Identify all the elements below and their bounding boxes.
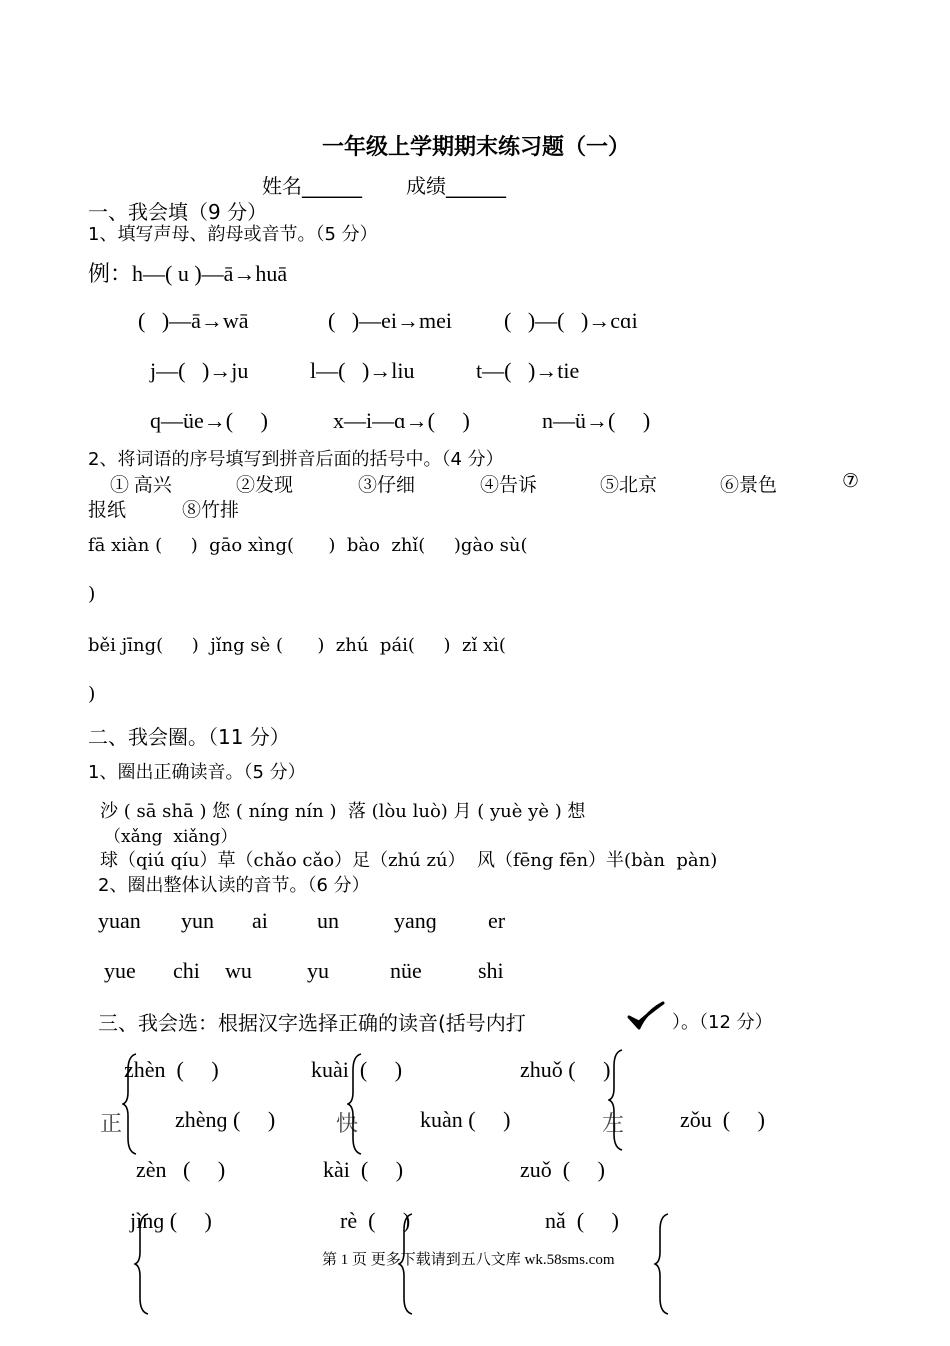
section2-q2-prompt: 2、圈出整体认读的音节。（6 分） [98, 875, 370, 896]
syllable: er [488, 908, 506, 933]
reading-option: zhèn ( ) [124, 1057, 219, 1082]
syllable: yuan [98, 908, 141, 933]
word-1: ① 高兴 [110, 475, 172, 496]
brace-icon [347, 1052, 363, 1156]
reading-option: kài ( ) [323, 1157, 404, 1182]
fill-row2-item2: l—( )→liu [310, 358, 415, 383]
pinyin-match-line1: fā xiàn ( ) gāo xìng( ) bào zhǐ( )gào sù( [88, 535, 528, 556]
brace-icon [608, 1048, 624, 1152]
name-field: 姓名______ [262, 174, 362, 198]
syllable: yun [181, 908, 214, 933]
circle-line2: （xǎng xiǎng） [104, 827, 238, 847]
syllable: yue [104, 958, 136, 983]
reading-option: zuǒ ( ) [520, 1157, 605, 1182]
syllable: un [317, 908, 339, 933]
brace-icon [654, 1212, 670, 1316]
syllable: yu [307, 958, 329, 983]
word-5: ⑤北京 [600, 475, 658, 496]
group-character: 左 [602, 1111, 625, 1136]
section3-heading: 三、我会选：根据汉字选择正确的读音(括号内打 [98, 1011, 526, 1035]
word-3: ③仔细 [358, 475, 416, 496]
circle-line3: 球（qiú qíu）草（chǎo cǎo）足（zhú zú） 风（fēng fēn）半(bàn pàn) [100, 850, 718, 871]
page-footer: 第 1 页 更多下载请到五八文库 wk.58sms.com [322, 1252, 615, 1268]
fill-row3-item3: n—ü→( ) [542, 408, 651, 433]
reading-option: zhuǒ ( ) [520, 1057, 611, 1082]
reading-option: rè ( ) [340, 1208, 411, 1233]
word-7-marker: ⑦ [842, 471, 860, 492]
pinyin-match-line2-end: ) [88, 683, 96, 705]
reading-option: zhènɡ ( ) [175, 1107, 276, 1132]
word-7-text: 报纸 [88, 500, 127, 521]
group-character: 快 [336, 1111, 359, 1136]
reading-option: jìnɡ ( ) [130, 1208, 212, 1233]
word-2: ②发现 [236, 475, 294, 496]
syllable: nüe [390, 958, 422, 983]
fill-row1-item1: ( )—ā→wā [138, 308, 249, 333]
section1-q1-prompt: 1、填写声母、韵母或音节。（5 分） [88, 224, 378, 245]
section3-heading-end: ）。（12 分） [672, 1012, 773, 1033]
syllable: yanɡ [394, 908, 437, 933]
section1-q2-prompt: 2、将词语的序号填写到拼音后面的括号中。（4 分） [88, 449, 504, 470]
fill-row3-item1: q—üe→( ) [150, 408, 268, 433]
fill-row1-item2: ( )—ei→mei [328, 308, 453, 333]
section2-q1-prompt: 1、圈出正确读音。（5 分） [88, 762, 306, 783]
word-8: ⑧竹排 [182, 500, 240, 521]
word-6: ⑥景色 [720, 475, 778, 496]
pinyin-match-line2: běi jīng( ) jǐng sè ( ) zhú pái( ) zǐ xì( [88, 635, 506, 656]
syllable: ai [252, 908, 268, 933]
brace-icon [134, 1212, 150, 1316]
word-4: ④告诉 [480, 475, 538, 496]
section1-heading: 一、我会填（9 分） [88, 200, 268, 224]
section2-heading: 二、我会圈。（11 分） [88, 725, 290, 749]
fill-row1-item3: ( )—( )→cɑi [504, 308, 638, 333]
checkmark-icon [626, 1000, 666, 1034]
fill-row3-item2: x—i—ɑ→( ) [333, 408, 470, 433]
circle-line1: 沙 ( sā shā ) 您 ( níng nín ) 落 (lòu luò) 月 ( yuè yè ) 想 [100, 801, 586, 822]
score-field: 成绩______ [406, 174, 506, 198]
syllable: wu [225, 958, 252, 983]
reading-option: kuàn ( ) [420, 1107, 511, 1132]
syllable: chi [173, 958, 200, 983]
fill-row2-item1: j—( )→ju [150, 358, 249, 383]
reading-option: zèn ( ) [136, 1157, 226, 1182]
brace-icon [122, 1052, 138, 1156]
reading-option: zǒu ( ) [680, 1107, 765, 1132]
example-line: 例：h—( u )—ā→huā [88, 261, 288, 286]
pinyin-match-line1-end: ) [88, 583, 96, 605]
page-title: 一年级上学期期末练习题（一） [322, 135, 631, 160]
reading-option: kuài ( ) [311, 1057, 403, 1082]
fill-row2-item3: t—( )→tie [476, 358, 580, 383]
syllable: shi [478, 958, 504, 983]
group-character: 正 [100, 1111, 123, 1136]
reading-option: nǎ ( ) [545, 1208, 619, 1233]
